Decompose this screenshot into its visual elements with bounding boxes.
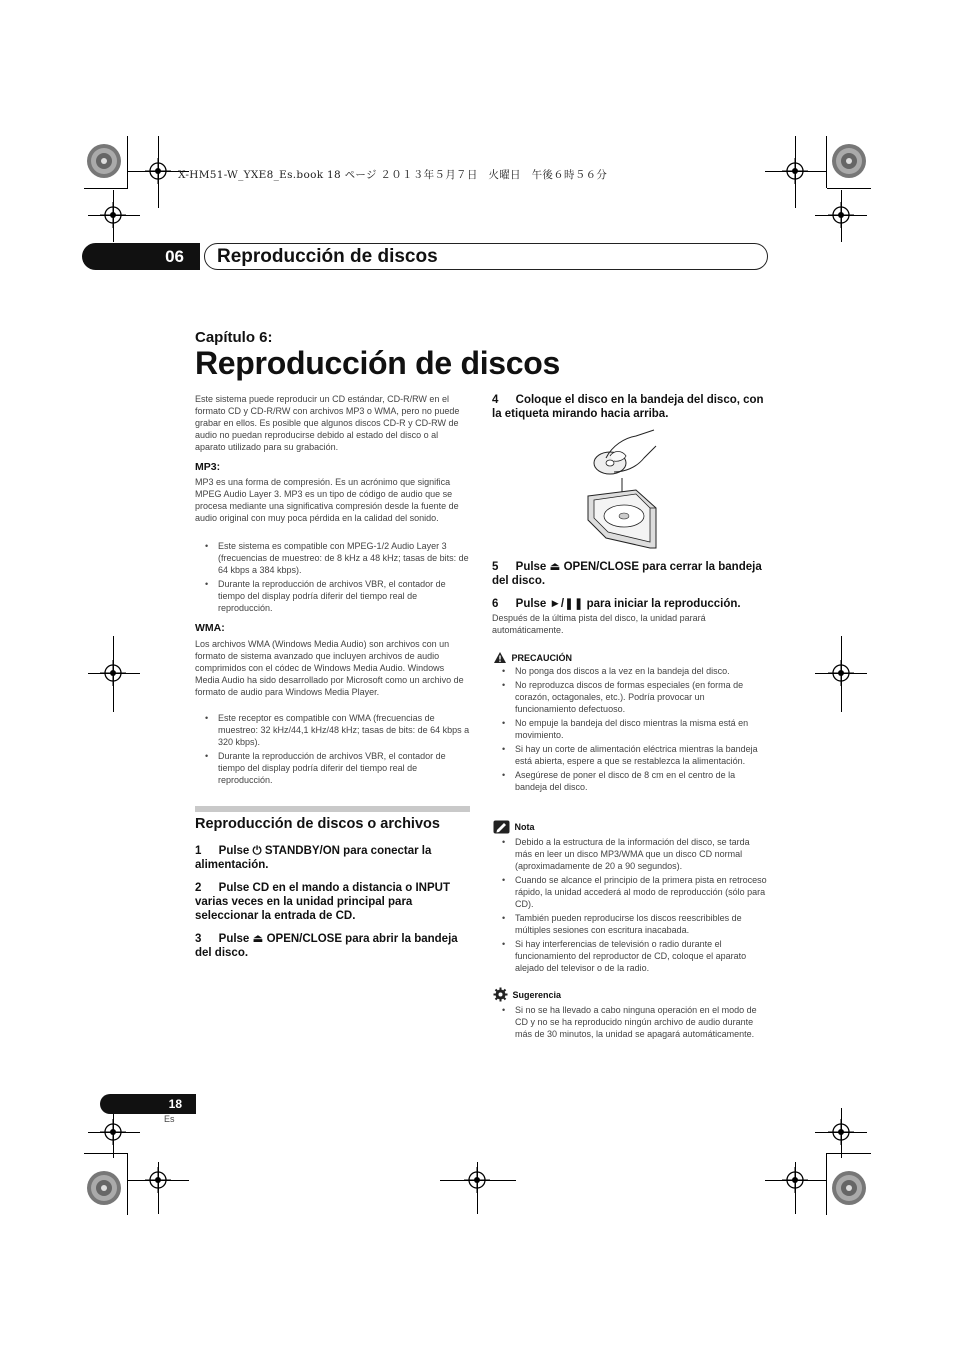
tip-heading: Sugerencia bbox=[512, 989, 561, 1000]
chapter-number: 06 bbox=[82, 243, 200, 270]
step-6-note: Después de la última pista del disco, la unidad parará automáticamente. bbox=[492, 613, 706, 635]
disc-tray-illustration bbox=[584, 428, 674, 550]
caution-bullet-list bbox=[492, 665, 768, 795]
list-item: • Asegúrese de poner el disco de 8 cm en el centro de la bandeja del disco. bbox=[492, 769, 768, 793]
step-1: 1 Pulse ⏻ STANDBY/ON para conectar la alimentación. bbox=[195, 845, 432, 871]
step-4: 4 Coloque el disco en la bandeja del disco, con la etiqueta mirando hacia arriba. bbox=[492, 394, 764, 420]
tip-gear-icon bbox=[493, 987, 508, 1002]
list-item: • No ponga dos discos a la vez en la bandeja del disco. bbox=[492, 665, 768, 677]
list-item: • No empuje la bandeja del disco mientras la misma está en movimiento. bbox=[492, 717, 768, 741]
wma-bullet-list bbox=[195, 712, 470, 788]
step-3: 3 Pulse ⏏ OPEN/CLOSE para abrir la bandeja del disco. bbox=[195, 933, 458, 959]
warning-icon bbox=[493, 651, 507, 664]
note-pencil-icon bbox=[493, 820, 510, 834]
mp3-heading: MP3: bbox=[195, 461, 221, 473]
wma-paragraph: Los archivos WMA (Windows Media Audio) son archivos con un formato de sistema avanzado que incluyen archivos de audio comprimidos con el códec de Windows Media Audio. Windows Media Audio ha sido desarrollado por Microsoft como un archivo de formato de audio para Windows Media Player. bbox=[195, 639, 464, 697]
section-title: Reproducción de discos o archivos bbox=[195, 816, 440, 832]
chapter-title: Reproducción de discos bbox=[204, 243, 768, 270]
mp3-paragraph: MP3 es una forma de compresión. Es un acrónimo que significa MPEG Audio Layer 3. MP3 es un tipo de código de audio que se procesa mediante una significativa compresión desde la fuente de audio original con muy poca pérdida en la calidad del sonido. bbox=[195, 477, 459, 523]
intro-paragraph: Este sistema puede reproducir un CD estándar, CD-R/RW en el formato CD y CD-R/RW con archivos MP3 o WMA, pero no puede grabar en ellos. Es posible que algunos discos CD-R y CD-RW de audio no puedan reproducirse debido al estado del disco o al aparato utilizado para su grabación. bbox=[195, 394, 460, 452]
print-header: X-HM51-W_YXE8_Es.book 18 ページ ２０１３年５月７日 火曜日 午後６時５６分 bbox=[178, 169, 608, 181]
list-item: • Durante la reproducción de archivos VBR, el contador de tiempo del display podría diferir del tiempo real de reproducción. bbox=[195, 750, 470, 786]
step-5: 5 Pulse ⏏ OPEN/CLOSE para cerrar la bandeja del disco. bbox=[492, 561, 762, 587]
caution-header bbox=[493, 649, 572, 663]
note-heading: Nota bbox=[514, 821, 535, 832]
tip-header bbox=[493, 986, 561, 1001]
list-item: • Debido a la estructura de la información del disco, se tarda más en leer un disco MP3/WMA que un disco CD normal (aproximadamente de 20 a 90 segundos). bbox=[492, 836, 768, 872]
list-item: • Cuando se alcance el principio de la primera pista en retroceso rápido, la unidad accederá al modo de reproducción (sólo para CD). bbox=[492, 874, 768, 910]
list-item: • Este sistema es compatible con MPEG-1/2 Audio Layer 3 (frecuencias de muestreo: de 8 kHz a 48 kHz; tasas de bits: de 64 kbps a 384 kbps). bbox=[195, 540, 470, 576]
step-2: 2 Pulse CD en el mando a distancia o INPUT varias veces en la unidad principal para seleccionar la entrada de CD. bbox=[195, 882, 450, 922]
note-header bbox=[493, 818, 534, 833]
section-divider bbox=[195, 806, 470, 812]
mp3-bullet-list bbox=[195, 540, 470, 616]
list-item: • No reproduzca discos de formas especiales (en forma de corazón, octagonales, etc.). Podría provocar un funcionamiento defectuoso. bbox=[492, 679, 768, 715]
note-bullet-list bbox=[492, 836, 768, 976]
list-item: • Durante la reproducción de archivos VBR, el contador de tiempo del display podría diferir del tiempo real de reproducción. bbox=[195, 578, 470, 614]
page-number: 18 bbox=[100, 1094, 196, 1114]
wma-heading: WMA: bbox=[195, 622, 225, 634]
list-item: • También pueden reproducirse los discos reescribibles de múltiples sesiones con escritura inacabada. bbox=[492, 912, 768, 936]
page-language: Es bbox=[164, 1114, 175, 1124]
list-item: • Si no se ha llevado a cabo ninguna operación en el modo de CD y no se ha reproducido ningún archivo de audio durante más de 30 minutos, la unidad se apagará automáticamente. bbox=[492, 1004, 768, 1040]
tip-bullet-list bbox=[492, 1004, 768, 1042]
list-item: • Si hay interferencias de televisión o radio durante el funcionamiento del reproductor de CD, coloque el aparato alejado del televisor o de la radio. bbox=[492, 938, 768, 974]
page-title: Reproducción de discos bbox=[195, 345, 561, 381]
step-6: 6 Pulse ►/❚❚ para iniciar la reproducción. bbox=[492, 598, 741, 610]
caution-heading: PRECAUCIÓN bbox=[511, 652, 572, 663]
list-item: • Si hay un corte de alimentación eléctrica mientras la bandeja está abierta, espere a que se restablezca la alimentación. bbox=[492, 743, 768, 767]
list-item: • Este receptor es compatible con WMA (frecuencias de muestreo: 32 kHz/44,1 kHz/48 kHz; tasas de bits: de 64 kbps a 320 kbps). bbox=[195, 712, 470, 748]
chapter-label: Capítulo 6: bbox=[195, 329, 273, 346]
